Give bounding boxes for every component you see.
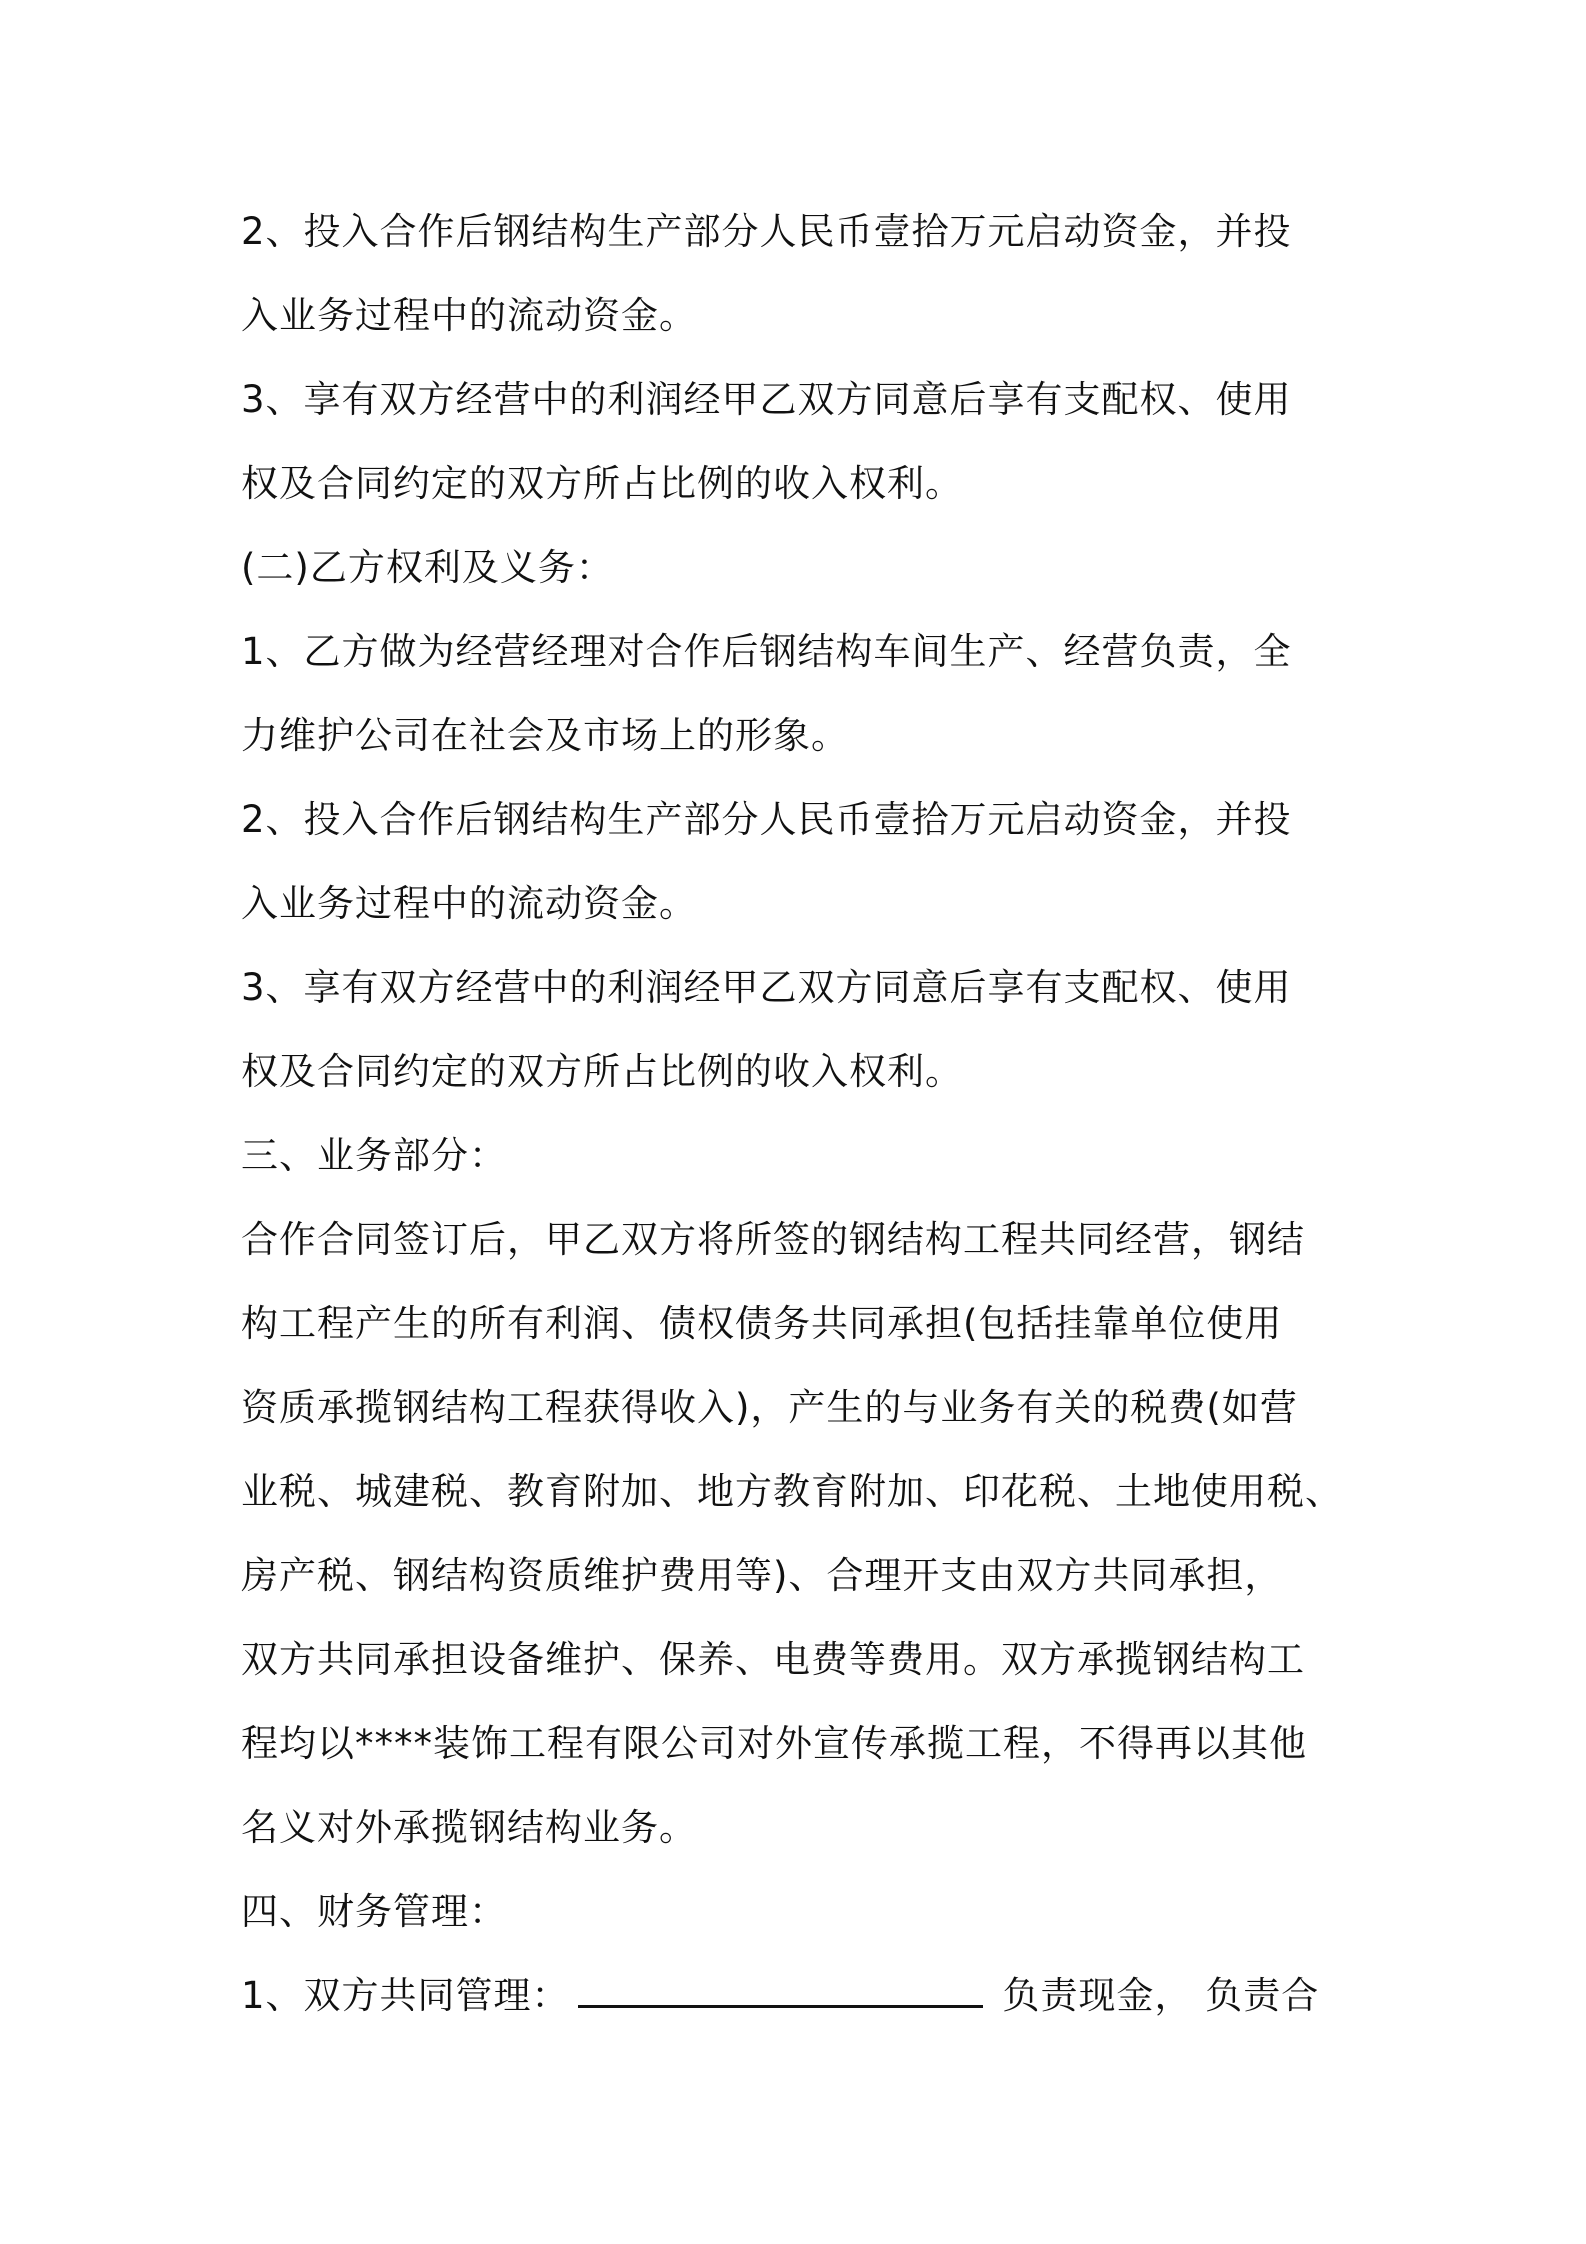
text-line: 双方共同承担设备维护、保养、电费等费用。双方承揽钢结构工 (241, 1638, 1305, 1681)
text-line: 1、乙方做为经营经理对合作后钢结构车间生产、经营负责，全 (241, 630, 1292, 673)
text-line: 3、享有双方经营中的利润经甲乙双方同意后享有支配权、使用 (241, 966, 1292, 1009)
blank-underline (578, 1965, 983, 2008)
text-line: 2、投入合作后钢结构生产部分人民币壹拾万元启动资金，并投 (241, 210, 1292, 253)
text-line: 力维护公司在社会及市场上的形象。 (241, 714, 849, 757)
fill-in-line (241, 1954, 1361, 2038)
section-heading: 四、财务管理： (241, 1890, 507, 1933)
section-heading: 三、业务部分： (241, 1134, 507, 1177)
text-line: 房产税、钢结构资质维护费用等)、合理开支由双方共同承担， (241, 1554, 1283, 1597)
text-line: 权及合同约定的双方所占比例的收入权利。 (241, 462, 963, 505)
text-line: 2、投入合作后钢结构生产部分人民币壹拾万元启动资金，并投 (241, 798, 1292, 841)
text-line: 业税、城建税、教育附加、地方教育附加、印花税、土地使用税、 (241, 1470, 1343, 1513)
text-line: 程均以****装饰工程有限公司对外宣传承揽工程，不得再以其他 (241, 1722, 1307, 1765)
text-line: 入业务过程中的流动资金。 (241, 294, 697, 337)
fill-in-label: 1、双方共同管理： (241, 1974, 570, 2017)
text-line: 入业务过程中的流动资金。 (241, 882, 697, 925)
text-line: 合作合同签订后，甲乙双方将所签的钢结构工程共同经营，钢结 (241, 1218, 1305, 1261)
text-line: 构工程产生的所有利润、债权债务共同承担(包括挂靠单位使用 (241, 1302, 1283, 1345)
text-line: 权及合同约定的双方所占比例的收入权利。 (241, 1050, 963, 1093)
fill-in-trailing-text: 负责现金， 负责合 (1002, 1974, 1320, 2017)
section-heading: (二)乙方权利及义务： (241, 546, 614, 589)
text-line: 3、享有双方经营中的利润经甲乙双方同意后享有支配权、使用 (241, 378, 1292, 421)
text-line: 名义对外承揽钢结构业务。 (241, 1806, 697, 1849)
text-line: 资质承揽钢结构工程获得收入)，产生的与业务有关的税费(如营 (241, 1386, 1298, 1429)
contract-text (241, 190, 1361, 2038)
